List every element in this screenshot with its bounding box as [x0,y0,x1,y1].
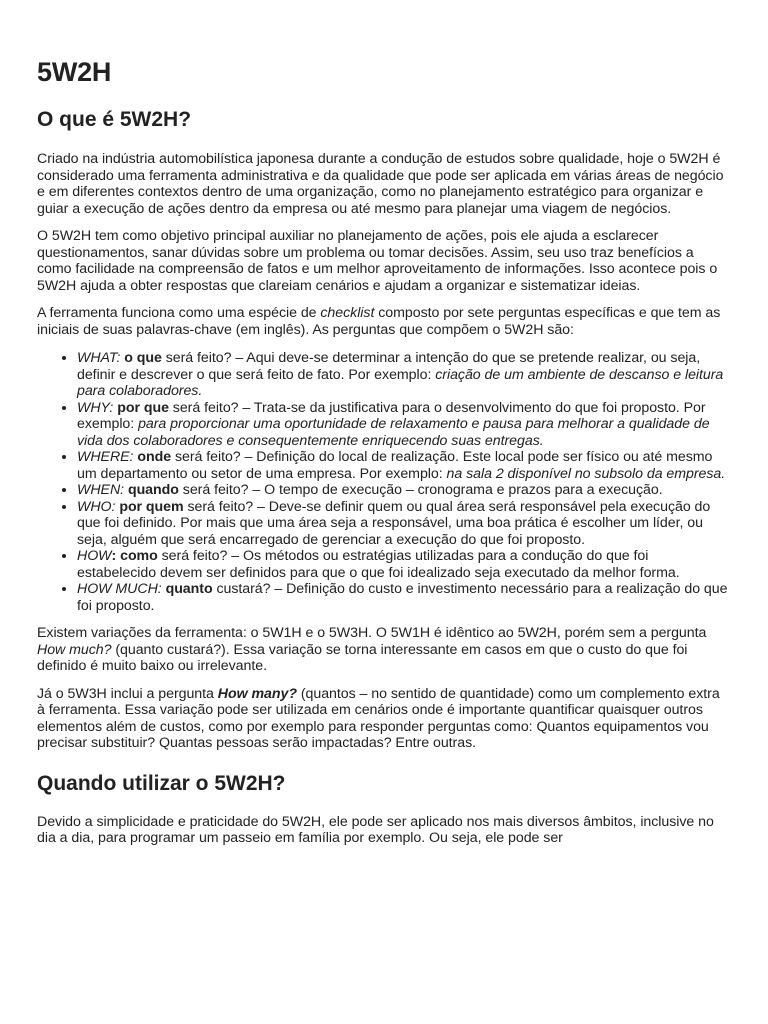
question-rest: será feito? – Definição do local de realização. Este local pode ser físico ou até mesmo um departamento ou setor de uma empresa. Por exemplo: [77,449,713,482]
question-en: WHY: [77,399,114,416]
question-rest: será feito? – O tempo de execução – cronograma e prazos para a execução. [178,482,663,498]
section-heading-what-is: O que é 5W2H? [37,108,192,131]
question-pt: : como [111,548,158,564]
question-example: criação de um ambiente de descanso e leitura para colaboradores. [77,366,724,399]
question-rest: custará? – Definição do custo e investimento necessário para a realização do que foi proposto. [77,581,728,614]
checklist-text-c: composto por sete perguntas específicas e que tem as iniciais de suas palavras-chave (em inglês). As perguntas que compõem o 5W2H são: [37,305,721,338]
question-rest: será feito? – Deve-se definir quem ou qual área será responsável pela execução do que foi definido. Por mais que uma área seja a responsável, uma boa prática é escolher um líder, ou seja, alguém que será encarregado de gerenciar a execução do que foi proposto. [77,498,711,548]
paragraph-objective: O 5W2H tem como objetivo principal auxiliar no planejamento de ações, pois ele ajuda a esclarecer questionamentos, sanar dúvidas sobre um problema ou tomar decisões. Assim, seu uso traz benefícios a como facilidade na compreensão de fatos e um melhor aproveitamento de informações. Isso acontece pois o 5W2H ajuda a obter respostas que clareiam cenários e ajudam a organizar e sistematizar ideias. [37,228,718,294]
paragraph-origin: Criado na indústria automobilística japonesa durante a condução de estudos sobre qualidade, hoje o 5W2H é considerado uma ferramenta administrativa e da qualidade que pode ser aplicada em várias áreas de negócio e em diferentes contextos dentro de uma organização, como no planejamento estratégico para organizar e guiar a execução de ações dentro da empresa ou até mesmo para planejar uma viagem de negócios. [37,151,724,217]
question-en: HOW MUCH: [77,581,162,597]
question-pt: quanto [165,581,213,597]
document-title: 5W2H [37,57,112,87]
question-rest: será feito? – Os métodos ou estratégias utilizadas para a condução do que foi estabelecido devem ser definidos para que o que foi idealizado seja executado da melhor forma. [77,548,680,581]
list-item-how [77,548,730,581]
paragraph-5w3h [37,686,730,752]
question-en: WHO: [77,498,116,515]
section-heading-when-to-use: Quando utilizar o 5W2H? [37,771,286,795]
5w3h-term: How many? [217,685,297,702]
question-pt: por quem [119,498,184,515]
question-en: WHERE: [77,449,134,465]
questions-list [37,350,730,614]
variations-text-c: (quanto custará?). Essa variação se torna interessante em casos em que o custo do que foi definido é muito baixo ou irrelevante. [37,641,688,674]
question-example: na sala 2 disponível no subsolo da empresa. [446,465,726,482]
question-en: WHAT: [77,350,121,366]
question-pt: o que [124,350,162,366]
question-pt: por que [117,399,169,416]
paragraph-checklist [37,305,730,338]
list-item-when [77,482,730,499]
question-pt: quando [127,482,179,498]
variations-term: How much? [37,641,112,658]
question-example: para proporcionar uma oportunidade de relaxamento e pausa para melhorar a qualidade de vida dos colaboradores e consequentemente enriquecendo suas entregas. [77,416,710,449]
list-item-where [77,449,730,482]
paragraph-variations [37,625,730,675]
list-item-how-much [77,581,730,614]
5w3h-text-a: Já o 5W3H inclui a pergunta [37,685,218,702]
5w3h-text-c: (quantos – no sentido de quantidade) como um complemento extra à ferramenta. Essa variação pode ser utilizada em cenários onde é importante quantificar quaisquer outros elementos além de custos, como por exemplo para responder perguntas como: Quantos equipamentos vou precisar substituir? Quantas pessoas serão impactadas? Entre outras. [37,685,720,751]
checklist-term: checklist [320,305,375,321]
question-en: WHEN: [77,482,125,498]
variations-text-a: Existem variações da ferramenta: o 5W1H e o 5W3H. O 5W1H é idêntico ao 5W2H, porém sem a pergunta [37,625,707,641]
list-item-who [77,499,730,549]
question-en: HOW [77,548,112,564]
question-pt: onde [137,449,172,465]
list-item-why [77,400,730,450]
checklist-text-a: A ferramenta funciona como uma espécie de [37,305,321,321]
question-rest: será feito? – Aqui deve-se determinar a intenção do que se pretende realizar, ou seja, definir e descrever o que será feito de fato. Por exemplo: [77,350,701,383]
list-item-what [77,350,730,400]
question-rest: será feito? – Trata-se da justificativa para o desenvolvimento do que foi proposto. Por exemplo: [77,399,706,432]
paragraph-usage: Devido a simplicidade e praticidade do 5W2H, ele pode ser aplicado nos mais diversos âmbitos, inclusive no dia a dia, para programar um passeio em família por exemplo. Ou seja, ele pode ser [37,813,714,846]
